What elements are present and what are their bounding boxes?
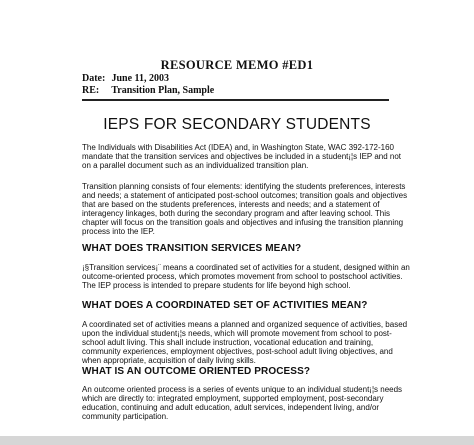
memo-re-label: RE:	[82, 85, 100, 96]
section-body-outcome-process: An outcome oriented process is a series of events unique to an individual student¡¦s needs which are directly to: integrated employment, supported employment, post-secondary education, continuing and adult education, adult services, independent living, and/or community participation.	[82, 385, 403, 421]
section-body-transition-services: ¡§Transition services¡¨ means a coordinated set of activities for a student, designed within an outcome-oriented process, which promotes movement from school to postschool activities. The IEP process is intended to prepare students for life beyond high school.	[82, 263, 410, 290]
memo-date-label: Date:	[82, 73, 106, 84]
memo-title: RESOURCE MEMO #ED1	[160, 58, 314, 72]
memo-date-row	[82, 73, 169, 84]
section-body-coordinated-activities: A coordinated set of activities means a planned and organized sequence of activities, based upon the individual student¡¦s needs, which will promote movement from school to post-school adult living. This shall include instruction, vocational education and training, community experiences, employment objectives, post-school adult living objectives, and when appropriate, acquisition of daily living skills.	[82, 320, 408, 365]
memo-divider	[82, 99, 389, 101]
intro-paragraph-2: Transition planning consists of four elements: identifying the students preferences, interests and needs; a statement of anticipated post-school outcomes; transition goals and objectives that are based on the students preferences, interests and needs; and a statement of interagency linkages, both during the secondary program and after leaving school. This chapter will focus on the transition goals and objectives and infusing the transition planning process into the IEP.	[82, 182, 408, 236]
section-heading-coordinated-activities: WHAT DOES A COORDINATED SET OF ACTIVITIES MEAN?	[82, 300, 368, 311]
memo-re-value: Transition Plan, Sample	[111, 85, 215, 96]
section-heading-transition-services: WHAT DOES TRANSITION SERVICES MEAN?	[82, 243, 302, 254]
page-bottom-edge	[0, 436, 474, 445]
document-heading: IEPS FOR SECONDARY STUDENTS	[103, 116, 371, 133]
intro-paragraph-1: The Individuals with Disabilities Act (IDEA) and, in Washington State, WAC 392-172-160 mandate that the transition services and objectives be included in a student¡¦s IEP and not on a parallel document such as an individualized transition plan.	[82, 143, 402, 170]
memo-re-row	[82, 85, 214, 96]
section-heading-outcome-process: WHAT IS AN OUTCOME ORIENTED PROCESS?	[82, 366, 311, 377]
memo-date-value: June 11, 2003	[111, 73, 170, 84]
